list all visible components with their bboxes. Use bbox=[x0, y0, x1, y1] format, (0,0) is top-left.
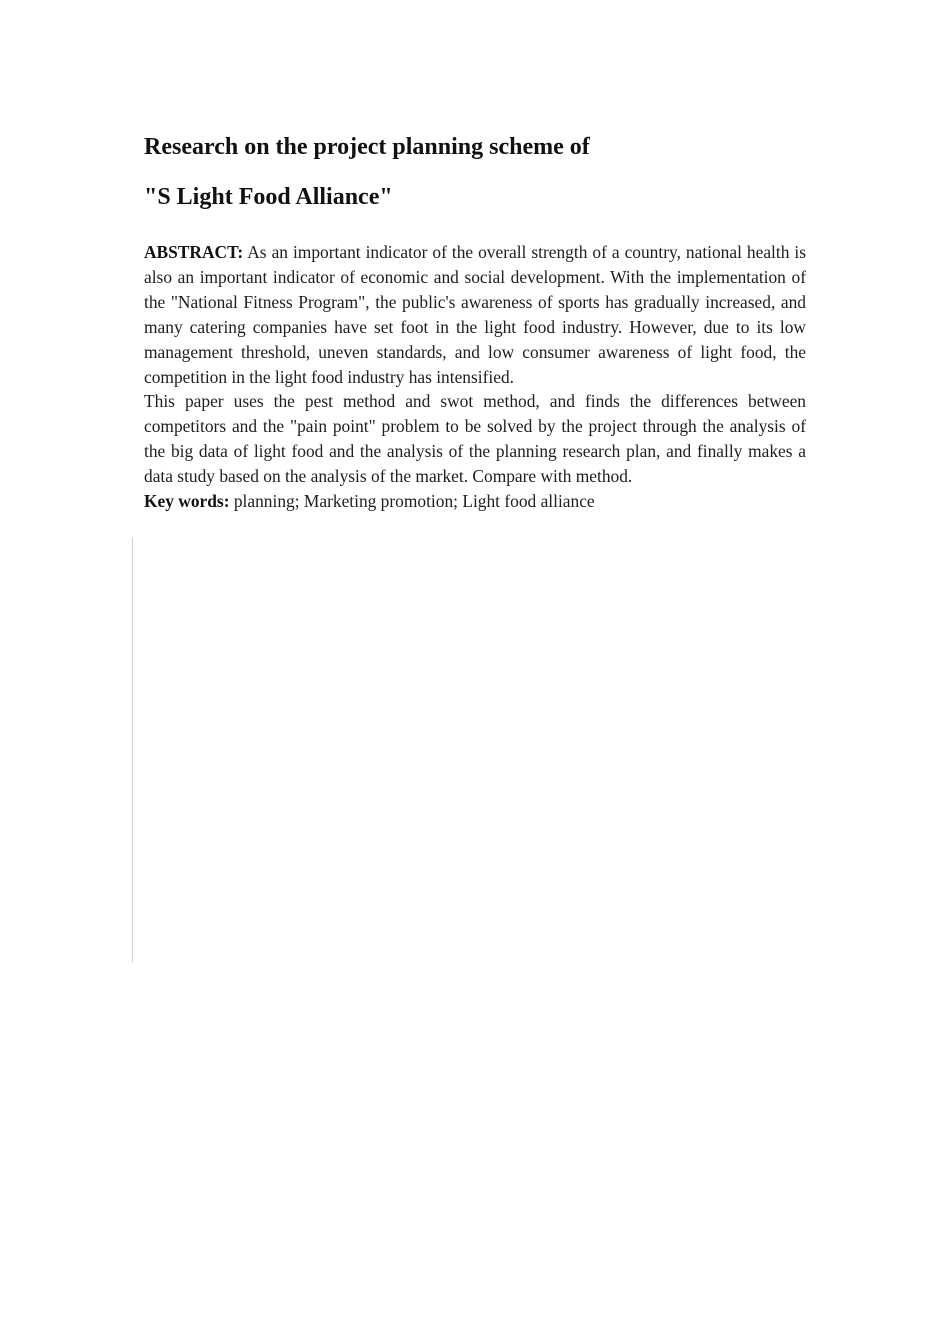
abstract-label: ABSTRACT: bbox=[144, 242, 244, 262]
title-line-1: Research on the project planning scheme of bbox=[144, 134, 590, 160]
keywords-line bbox=[144, 489, 806, 514]
abstract-paragraph-2: This paper uses the pest method and swot method, and finds the differences between competitors and the "pain point" problem to be solved by the project through the analysis of the big data of light food and the analysis of the planning research plan, and finally makes a data study based on the analysis of the market. Compare with method. bbox=[144, 391, 806, 487]
abstract-paragraph-1 bbox=[144, 240, 806, 389]
margin-change-bar bbox=[132, 538, 133, 962]
keywords-text: planning; Marketing promotion; Light food alliance bbox=[233, 491, 595, 512]
keywords-label: Key words: bbox=[144, 491, 230, 512]
abstract-section bbox=[144, 240, 806, 514]
paper-title bbox=[144, 122, 806, 222]
title-line-2: "S Light Food Alliance" bbox=[144, 184, 393, 210]
abstract-text-1: As an important indicator of the overall strength of a country, national health is also an important indicator of economic and social development. With the implementation of the "National Fitness Program", the public's awareness of sports has gradually increased, and many catering companies have set foot in the light food industry. However, due to its low management threshold, uneven standards, and low consumer awareness of light food, the competition in the light food industry has intensified. bbox=[144, 242, 806, 387]
